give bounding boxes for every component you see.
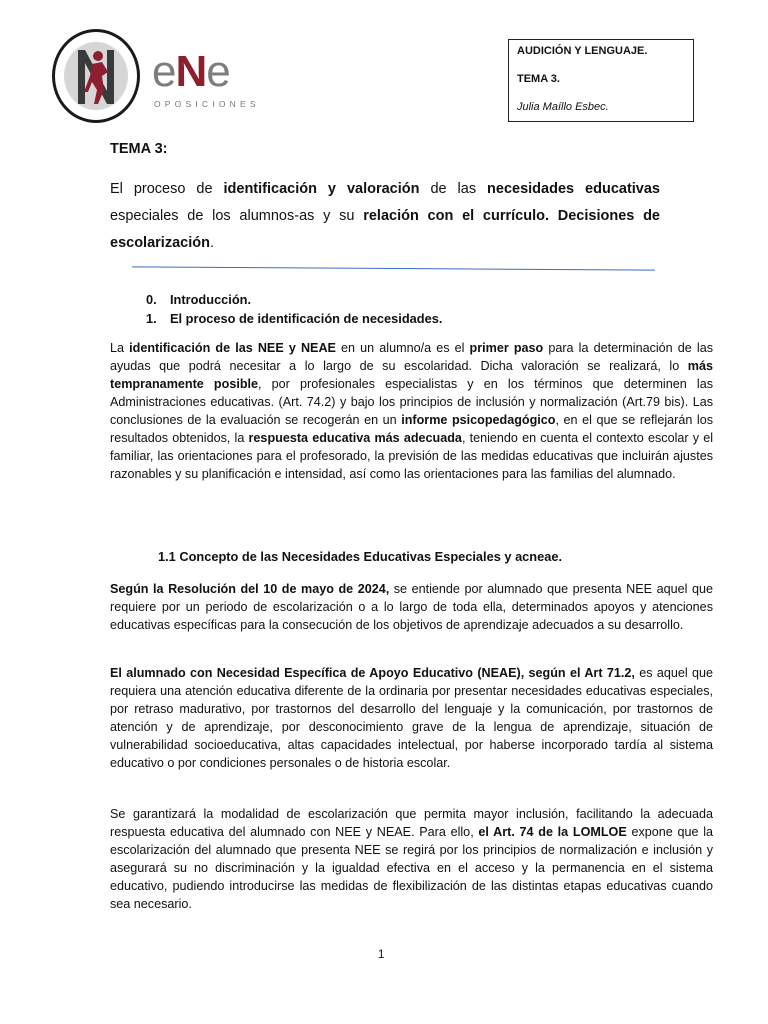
- toc-item: [146, 290, 442, 309]
- header-subject: AUDICIÓN Y LENGUAJE.: [517, 45, 648, 57]
- bold-text-run: primer paso: [469, 341, 544, 355]
- tema-label: TEMA 3:: [110, 141, 168, 157]
- paragraph-escolarizacion: [110, 805, 713, 913]
- divider-line: [132, 266, 655, 270]
- logo-letter-e: e: [152, 47, 176, 96]
- text-run: de las: [419, 181, 488, 197]
- bold-text-run: relación con el currículo. Decisiones de escolarización: [110, 208, 660, 251]
- text-run: es aquel que requiera una atención educativa diferente de la ordinaria por presentar necesidades educativas especiales, por retraso madurativo, por trastornos del desarrollo del lenguaje y la comunicación, por trastornos de atención y de aprendizaje, por desconocimiento grave de la lengua de aprendizaje, situación de vulnerabilidad socioeducativa, altas capacidades intelectual, por haberse incorporado tardía al sistema educativo o por condiciones personales o de historia escolar.: [110, 666, 714, 770]
- paragraph-identification: [110, 339, 713, 483]
- text-run: , teniendo en cuenta el contexto escolar y el familiar, las orientaciones para el profesorado, la previsión de las medidas educativas que incluirán ajustes razonables y su planificación e intensidad, así como las orientaciones para las familias del alumnado.: [110, 431, 713, 481]
- bold-text-run: identificación de las NEE y NEAE: [129, 341, 336, 355]
- header-author: Julia Maíllo Esbec.: [517, 101, 609, 113]
- toc-item: [146, 309, 442, 328]
- section-heading: 1.1 Concepto de las Necesidades Educativas Especiales y acneae.: [158, 549, 563, 564]
- logo-letter-n: N: [175, 47, 207, 96]
- ene-logo: [50, 27, 270, 123]
- text-run: , por profesionales especialistas y en los términos que determinen las Administraciones educativas. (Art. 74.2) y bajo los principios de inclusión y normalización (Art.79 bis). Las conclusiones de la evaluación se recogerán en un: [110, 377, 713, 427]
- bold-text-run: informe psicopedagógico: [401, 413, 556, 427]
- toc-number: 1.: [146, 311, 157, 326]
- header-tema: TEMA 3.: [517, 73, 560, 85]
- tema-title: [110, 176, 660, 257]
- text-run: especiales de los alumnos-as y su: [110, 208, 364, 224]
- logo-wordmark: [152, 47, 230, 97]
- toc-label: Introducción.: [170, 292, 252, 307]
- paragraph-neae-definition: [110, 664, 713, 772]
- text-run: .: [209, 235, 214, 251]
- bold-text-run: más tempranamente posible: [110, 359, 713, 391]
- bold-text-run: identificación y valoración: [223, 181, 420, 197]
- logo-emblem: [52, 29, 140, 123]
- text-run: se entiende por alumnado que presenta NEE aquel que requiere por un periodo de escolarización o a lo largo de toda ella, determinados apoyos y atenciones educativas específicas para la consecución de los objetivos de aprendizaje adecuados a su desarrollo.: [110, 582, 713, 632]
- text-run: para la determinación de las ayudas que podrá necesitar a lo largo de su escolaridad. Dicha valoración se realizará, lo: [110, 341, 713, 373]
- logo-letter-e2: e: [206, 47, 230, 96]
- text-run: Se garantizará la modalidad de escolarización que permita mayor inclusión, facilitando la adecuada respuesta educativa del alumnado con NEE y NEAE. Para ello,: [110, 807, 713, 839]
- bold-text-run: El alumnado con Necesidad Específica de Apoyo Educativo (NEAE), según el Art 71.2,: [110, 666, 635, 680]
- page-number: 1: [378, 949, 385, 961]
- toc-label: El proceso de identificación de necesidades.: [170, 311, 443, 326]
- text-run: El proceso de: [110, 181, 224, 197]
- text-run: en un alumno/a es el: [335, 341, 470, 355]
- text-run: expone que la escolarización del alumnado que presenta NEE se regirá por los principios de normalización e inclusión y asegurará su no discriminación y la igualdad efectiva en el acceso y la permanencia en el sistema educativo, pudiendo introducirse las medidas de flexibilización de las distintas etapas educativas cuando sea necesario.: [110, 825, 714, 911]
- paragraph-nee-definition: [110, 580, 713, 634]
- bold-text-run: Según la Resolución del 10 de mayo de 2024,: [110, 582, 390, 596]
- bold-text-run: necesidades educativas: [487, 181, 660, 197]
- bold-text-run: el Art. 74 de la LOMLOE: [478, 825, 627, 839]
- text-run: La: [110, 341, 130, 355]
- header-info-box: [508, 39, 694, 122]
- runner-n-icon: [64, 42, 128, 110]
- text-run: , en el que se reflejarán los resultados obtenidos, la: [110, 413, 714, 445]
- table-of-contents: [146, 290, 442, 328]
- toc-number: 0.: [146, 292, 157, 307]
- logo-subtitle: OPOSICIONES: [154, 99, 260, 109]
- bold-text-run: respuesta educativa más adecuada: [248, 431, 462, 445]
